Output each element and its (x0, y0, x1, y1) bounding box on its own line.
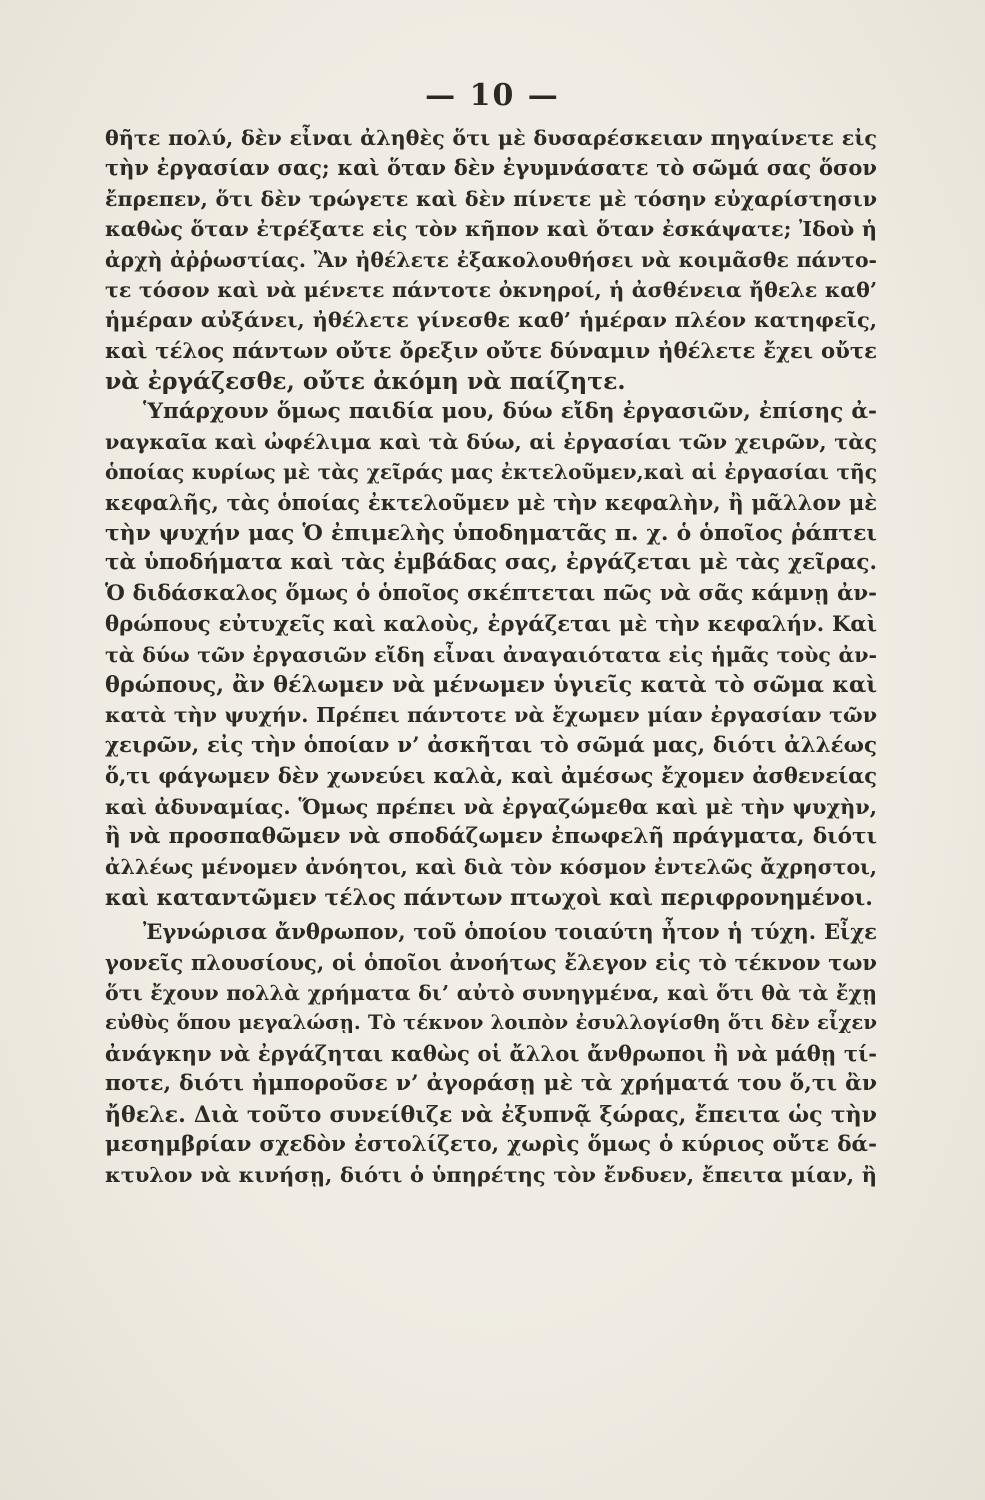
text-line: τὰ δύω τῶν ἐργασιῶν εἴδη εἶναι ἀναγαιότατα εἰς ἡμᾶς τοὺς ἀν- (105, 642, 877, 667)
text-line: ὁποίας κυρίως μὲ τὰς χεῖράς μας ἐκτελοῦμεν,καὶ αἱ ἐργασίαι τῆς (105, 460, 877, 485)
text-line: ποτε, διότι ἠμποροῦσε ν’ ἀγοράσῃ μὲ τὰ χρήματά του ὅ,τι ἂν (105, 1071, 877, 1097)
text-line: ἀλλέως μένομεν ἀνόητοι, καὶ διὰ τὸν κόσμον ἐντελῶς ἄχρηστοι, (105, 855, 877, 880)
text-line: ἢ νὰ προσπαθῶμεν νὰ σποδάζωμεν ἐπωφελῆ πράγματα, διότι (105, 823, 877, 849)
text-line: νὰ ἐργάζεσθε, οὔτε ἀκόμη νὰ παίζητε. (105, 367, 626, 396)
text-line: ἀρχὴ ἀῤῥωστίας. Ἂν ἠθέλετε ἐξακολουθήσει νὰ κοιμᾶσθε πάντο- (105, 247, 877, 272)
text-line: κεφαλῆς, τὰς ὁποίας ἐκτελοῦμεν μὲ τὴν κεφαλὴν, ἢ μᾶλλον μὲ (105, 489, 877, 515)
text-line: ἤθελε. Διὰ τοῦτο συνείθιζε νὰ ἐξυπνᾷ ξώρας, ἔπειτα ὡς τὴν (105, 1101, 877, 1128)
text-line: Ἐγνώρισα ἄνθρωπον, τοῦ ὁποίου τοιαύτη ἦτον ἡ τύχη. Εἶχε (143, 919, 877, 945)
text-line: καὶ καταντῶμεν τέλος πάντων πτωχοὶ καὶ περιφρονημένοι. (105, 884, 873, 911)
text-line: ἔπρεπεν, ὅτι δὲν τρώγετε καὶ δὲν πίνετε μὲ τόσην εὐχαρίστησιν (105, 186, 877, 211)
text-line: εὐθὺς ὅπου μεγαλώσῃ. Τὸ τέκνον λοιπὸν ἐσυλλογίσθη ὅτι δὲν εἶχεν (105, 1011, 877, 1035)
text-line: καθὼς ὅταν ἐτρέξατε εἰς τὸν κῆπον καὶ ὅταν ἐσκάψατε; Ἰδοὺ ἡ (105, 216, 877, 242)
text-line: θρώπους, ἂν θέλωμεν νὰ μένωμεν ὑγιεῖς κατὰ τὸ σῶμα καὶ (105, 672, 877, 699)
text-line: ὅτι ἔχουν πολλὰ χρήματα δι’ αὐτὸ συνηγμένα, καὶ ὅτι θὰ τὰ ἔχῃ (105, 980, 877, 1005)
text-line: τὰ ὑποδήματα καὶ τὰς ἐμβάδας σας, ἐργάζεται μὲ τὰς χεῖρας. (105, 550, 877, 576)
text-line: τὴν ψυχήν μας Ὁ ἐπιμελὴς ὑποδηματᾶς π. χ. ὁ ὁποῖος ῥάπτει (105, 520, 877, 547)
text-line: χειρῶν, εἰς τὴν ὁποίαν ν’ ἀσκῆται τὸ σῶμά μας, διότι ἀλλέως (105, 732, 877, 758)
text-line: ναγκαῖα καὶ ὠφέλιμα καὶ τὰ δύω, αἱ ἐργασίαι τῶν χειρῶν, τὰς (105, 428, 877, 454)
text-line: Ὑπάρχουν ὅμως παιδία μου, δύω εἴδη ἐργασιῶν, ἐπίσης ἀ- (143, 398, 877, 424)
text-line: κτυλον νὰ κινήσῃ, διότι ὁ ὑπηρέτης τὸν ἔνδυεν, ἔπειτα μίαν, ἢ (105, 1162, 877, 1188)
text-line: γονεῖς πλουσίους, οἱ ὁποῖοι ἀνοήτως ἔλεγον εἰς τὸ τέκνον των (105, 949, 877, 975)
body-text (105, 123, 877, 1191)
text-line: θρώπους εὐτυχεῖς καὶ καλοὺς, ἐργάζεται μὲ τὴν κεφαλήν. Καὶ (105, 611, 877, 637)
text-line: καὶ τέλος πάντων οὔτε ὄρεξιν οὔτε δύναμιν ἠθέλετε ἔχει οὔτε (105, 337, 877, 363)
text-line: τε τόσον καὶ νὰ μένετε πάντοτε ὀκνηροί, ἡ ἀσθένεια ἤθελε καθ’ (105, 277, 877, 302)
text-line: ἡμέραν αὐξάνει, ἠθέλετε γίνεσθε καθ’ ἡμέραν πλέον κατηφεῖς, (105, 307, 877, 333)
text-line: ὅ,τι φάγωμεν δὲν χωνεύει καλὰ, καὶ ἀμέσως ἔχομεν ἀσθενείας (105, 763, 877, 789)
text-line: Ὁ διδάσκαλος ὅμως ὁ ὁποῖος σκέπτεται πῶς νὰ σᾶς κάμνῃ ἀν- (105, 580, 877, 606)
text-line: κατὰ τὴν ψυχήν. Πρέπει πάντοτε νὰ ἔχωμεν μίαν ἐργασίαν τῶν (105, 703, 877, 728)
text-line: μεσημβρίαν σχεδὸν ἐστολίζετο, χωρὶς ὅμως ὁ κύριος οὔτε δά- (105, 1131, 877, 1157)
text-line: καὶ ἀδυναμίας. Ὅμως πρέπει νὰ ἐργαζώμεθα καὶ μὲ τὴν ψυχὴν, (105, 793, 877, 819)
text-line: ἀνάγκην νὰ ἐργάζηται καθὼς οἱ ἄλλοι ἄνθρωποι ἢ νὰ μάθῃ τί- (105, 1040, 877, 1066)
page-number: — 10 — (425, 78, 560, 113)
text-line: θῆτε πολύ, δὲν εἶναι ἀληθὲς ὅτι μὲ δυσαρέσκειαν πηγαίνετε εἰς (105, 126, 877, 150)
text-line: τὴν ἐργασίαν σας; καὶ ὅταν δὲν ἐγυμνάσατε τὸ σῶμά σας ὅσον (105, 155, 877, 181)
